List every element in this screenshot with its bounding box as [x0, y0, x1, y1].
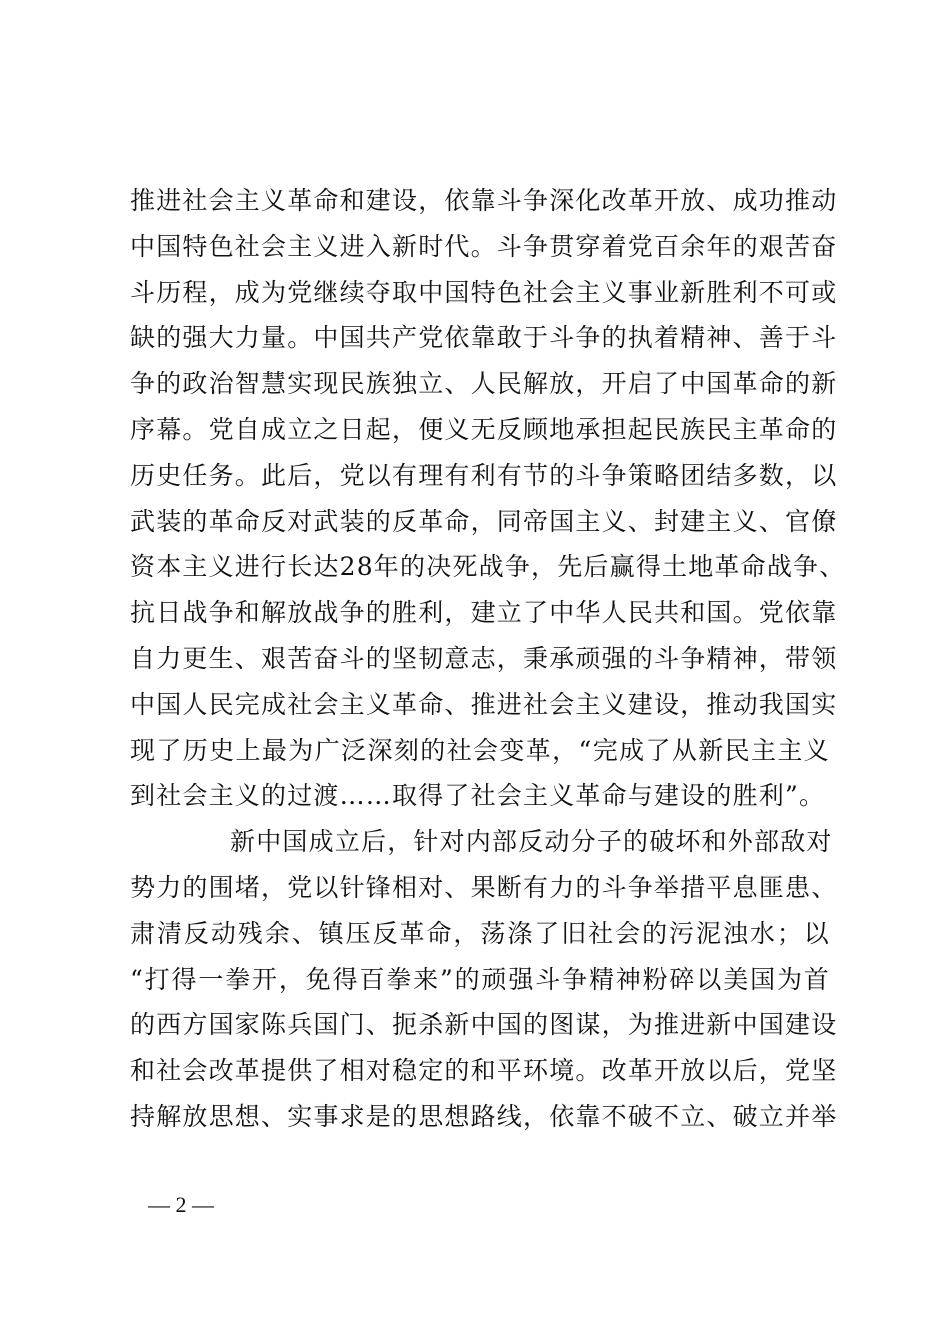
- text-line: 新中国成立后，针对内部反动分子的破坏和外部敌对: [230, 827, 833, 857]
- text-line: 缺的强大力量。中国共产党依靠敢于斗争的执着精神、善于斗: [130, 323, 838, 353]
- text-line: 斗历程，成为党继续夺取中国特色社会主义事业新胜利不可或: [130, 277, 838, 307]
- body-text: [130, 178, 846, 1140]
- text-line: 序幕。党自成立之日起，便义无反顾地承担起民族民主革命的: [130, 414, 838, 444]
- page-number: — 2 —: [148, 1192, 214, 1217]
- text-line: 和社会改革提供了相对稳定的和平环境。改革开放以后，党坚: [130, 1056, 838, 1086]
- text-line: 历史任务。此后，党以有理有利有节的斗争策略团结多数，以: [130, 460, 838, 490]
- text-line: 持解放思想、实事求是的思想路线，依靠不破不立、破立并举: [130, 1101, 838, 1131]
- text-line: 中国人民完成社会主义革命、推进社会主义建设，推动我国实: [130, 689, 838, 719]
- paragraph-1: [130, 178, 846, 819]
- text-line: 肃清反动残余、镇压反革命，荡涤了旧社会的污泥浊水；以: [130, 918, 830, 948]
- text-line: 到社会主义的过渡……取得了社会主义革命与建设的胜利”。: [130, 781, 826, 811]
- text-line: 中国特色社会主义进入新时代。斗争贯穿着党百余年的艰苦奋: [130, 231, 838, 261]
- text-line: 推进社会主义革命和建设，依靠斗争深化改革开放、成功推动: [130, 186, 838, 215]
- text-line: 争的政治智慧实现民族独立、人民解放，开启了中国革命的新: [130, 369, 838, 399]
- text-line: 抗日战争和解放战争的胜利，建立了中华人民共和国。党依靠: [130, 598, 838, 628]
- text-line: 武装的革命反对武装的反革命，同帝国主义、封建主义、官僚: [130, 506, 838, 536]
- text-line: 势力的围堵，党以针锋相对、果断有力的斗争举措平息匪患、: [130, 872, 838, 902]
- text-line: 资本主义进行长达28年的决死战争，先后赢得土地革命战争、: [130, 552, 846, 582]
- text-line: “打得一拳开，免得百拳来”的顽强斗争精神粉碎以美国为首: [130, 964, 830, 994]
- paragraph-2: [130, 819, 838, 1140]
- text-line: 的西方国家陈兵国门、扼杀新中国的图谋，为推进新中国建设: [130, 1010, 838, 1040]
- text-line: 自力更生、艰苦奋斗的坚韧意志，秉承顽强的斗争精神，带领: [130, 643, 838, 673]
- text-line: 现了历史上最为广泛深刻的社会变革，“完成了从新民主主义: [130, 735, 830, 765]
